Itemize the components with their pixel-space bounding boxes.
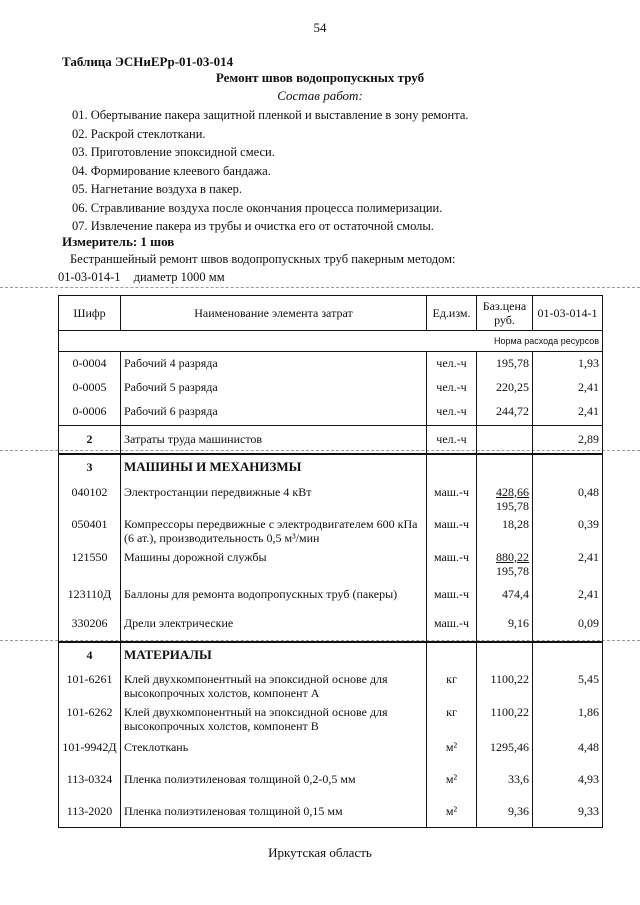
- work-item: 02. Раскрой стеклоткани.: [72, 126, 206, 141]
- table-row: [59, 550, 603, 584]
- section-3-header: [59, 454, 603, 480]
- row-unit: чел.-ч: [427, 352, 477, 376]
- table-row: [59, 736, 603, 766]
- document-title: Ремонт швов водопропускных труб: [215, 70, 425, 85]
- row-price: 244,72: [477, 400, 533, 426]
- row-name: Клей двухкомпонентный на эпоксидной основе для высокопрочных холстов, компонент А: [121, 668, 427, 702]
- table-code: Таблица ЭСНиЕРр-01-03-014: [62, 54, 234, 69]
- row-name: Машины дорожной службы: [121, 550, 427, 584]
- row-norm: 0,48: [533, 480, 603, 514]
- section-title: МАШИНЫ И МЕХАНИЗМЫ: [121, 454, 427, 480]
- row-name: Рабочий 4 разряда: [121, 352, 427, 376]
- row-unit: чел.-ч: [427, 400, 477, 426]
- col-header-name: Наименование элемента затрат: [121, 296, 427, 331]
- empty-cell: [533, 642, 603, 668]
- table-row: [59, 798, 603, 828]
- section-title: МАТЕРИАЛЫ: [121, 642, 427, 668]
- row-price: 9,36: [477, 798, 533, 828]
- section-number: 2: [59, 426, 121, 454]
- row-name: Электростанции передвижные 4 кВт: [121, 480, 427, 514]
- row-unit: маш.-ч: [427, 612, 477, 642]
- row-unit: маш.-ч: [427, 550, 477, 584]
- row-code: 0-0004: [59, 352, 121, 376]
- method-description: Бестраншейный ремонт швов водопропускных труб пакерным методом:: [70, 252, 456, 266]
- works-list: [72, 106, 469, 236]
- row-code: 113-0324: [59, 766, 121, 798]
- row-unit: маш.-ч: [427, 514, 477, 550]
- norm-label: Норма расхода ресурсов: [59, 331, 603, 352]
- row-name: Рабочий 5 разряда: [121, 376, 427, 400]
- variant-code: 01-03-014-1: [58, 270, 121, 284]
- table-header-row: [59, 296, 603, 331]
- empty-cell: [533, 454, 603, 480]
- footer-region: Иркутская область: [268, 845, 372, 860]
- row-norm: 0,39: [533, 514, 603, 550]
- row-name: Пленка полиэтиленовая толщиной 0,2-0,5 мм: [121, 766, 427, 798]
- work-item: 01. Обертывание пакера защитной пленкой и выставление в зону ремонта.: [72, 108, 469, 122]
- row-norm: 0,09: [533, 612, 603, 642]
- row-price: 195,78: [477, 352, 533, 376]
- row-code: 121550: [59, 550, 121, 584]
- norm-label-row: [59, 331, 603, 352]
- table-row: [59, 352, 603, 376]
- col-header-unit: Ед.изм.: [427, 296, 477, 331]
- table-row: [59, 702, 603, 736]
- row-price: [477, 480, 533, 514]
- row-unit: чел.-ч: [427, 376, 477, 400]
- row-norm: 4,48: [533, 736, 603, 766]
- row-name: Рабочий 6 разряда: [121, 400, 427, 426]
- row-code: 040102: [59, 480, 121, 514]
- table-row: [59, 400, 603, 426]
- variant-desc: диаметр 1000 мм: [133, 270, 225, 284]
- section-number: 4: [59, 642, 121, 668]
- row-unit: маш.-ч: [427, 480, 477, 514]
- row-price: 1100,22: [477, 668, 533, 702]
- row-code: 123110Д: [59, 584, 121, 612]
- table-row: [59, 584, 603, 612]
- row-unit: кг: [427, 702, 477, 736]
- price-value: 428,66: [496, 484, 529, 499]
- page-number: 54: [313, 20, 327, 35]
- row-norm: 1,93: [533, 352, 603, 376]
- price-value-secondary: 195,78: [496, 563, 529, 578]
- table-row: [59, 376, 603, 400]
- row-price: 9,16: [477, 612, 533, 642]
- work-item: 05. Нагнетание воздуха в пакер.: [72, 182, 243, 196]
- col-header-price-line2: руб.: [494, 313, 515, 327]
- row-code: 0-0005: [59, 376, 121, 400]
- row-unit: м²: [427, 798, 477, 828]
- work-item: 04. Формирование клеевого бандажа.: [72, 163, 271, 178]
- row-unit: м²: [427, 766, 477, 798]
- resource-table: [58, 295, 603, 828]
- col-header-norm: 01-03-014-1: [533, 296, 603, 331]
- row-name: Пленка полиэтиленовая толщиной 0,15 мм: [121, 798, 427, 828]
- table-row: [59, 668, 603, 702]
- empty-cell: [427, 454, 477, 480]
- section-2-row: [59, 426, 603, 454]
- empty-cell: [427, 642, 477, 668]
- row-name: Клей двухкомпонентный на эпоксидной основе для высокопрочных холстов, компонент В: [121, 702, 427, 736]
- row-unit: маш.-ч: [427, 584, 477, 612]
- work-item: 03. Приготовление эпоксидной смеси.: [72, 145, 275, 159]
- row-norm: 2,41: [533, 550, 603, 584]
- row-norm: 2,41: [533, 400, 603, 426]
- row-price: 474,4: [477, 584, 533, 612]
- col-header-price: [477, 296, 533, 331]
- table-row: [59, 612, 603, 642]
- row-norm: 9,33: [533, 798, 603, 828]
- empty-cell: [477, 642, 533, 668]
- row-unit: кг: [427, 668, 477, 702]
- row-norm: 2,41: [533, 584, 603, 612]
- col-header-price-line1: Баз.цена: [482, 299, 527, 313]
- price-value: 880,22: [496, 549, 529, 564]
- section-number: 3: [59, 454, 121, 480]
- row-unit: чел.-ч: [427, 426, 477, 454]
- row-norm: 2,89: [533, 426, 603, 454]
- row-price: 1100,22: [477, 702, 533, 736]
- row-code: 330206: [59, 612, 121, 642]
- section-4-header: [59, 642, 603, 668]
- row-name: Компрессоры передвижные с электродвигателем 600 кПа (6 ат.), производительность 0,5 м³/мин: [121, 514, 427, 550]
- row-norm: 5,45: [533, 668, 603, 702]
- row-price: [477, 426, 533, 454]
- row-price: 18,28: [477, 514, 533, 550]
- row-price: 33,6: [477, 766, 533, 798]
- row-name: Баллоны для ремонта водопропускных труб (пакеры): [121, 584, 427, 612]
- table-row: [59, 514, 603, 550]
- price-value-secondary: 195,78: [496, 498, 529, 513]
- works-header: Состав работ:: [277, 88, 363, 103]
- row-norm: 4,93: [533, 766, 603, 798]
- row-code: 050401: [59, 514, 121, 550]
- row-norm: 1,86: [533, 702, 603, 736]
- row-price: 1295,46: [477, 736, 533, 766]
- work-item: 06. Стравливание воздуха после окончания процесса полимеризации.: [72, 200, 443, 215]
- variant-line: [58, 270, 225, 285]
- row-code: 101-9942Д: [59, 736, 121, 766]
- row-code: 101-6262: [59, 702, 121, 736]
- row-unit: м²: [427, 736, 477, 766]
- work-item: 07. Извлечение пакера из трубы и очистка его от остаточной смолы.: [72, 219, 434, 233]
- row-name: Дрели электрические: [121, 612, 427, 642]
- row-norm: 2,41: [533, 376, 603, 400]
- empty-cell: [477, 454, 533, 480]
- measure: Измеритель: 1 шов: [62, 234, 175, 249]
- row-name: Стеклоткань: [121, 736, 427, 766]
- row-price: [477, 550, 533, 584]
- table-row: [59, 480, 603, 514]
- row-code: 101-6261: [59, 668, 121, 702]
- col-header-code: Шифр: [59, 296, 121, 331]
- row-price: 220,25: [477, 376, 533, 400]
- row-code: 113-2020: [59, 798, 121, 828]
- scan-divider: [0, 287, 640, 288]
- row-name: Затраты труда машинистов: [121, 426, 427, 454]
- table-row: [59, 766, 603, 798]
- row-code: 0-0006: [59, 400, 121, 426]
